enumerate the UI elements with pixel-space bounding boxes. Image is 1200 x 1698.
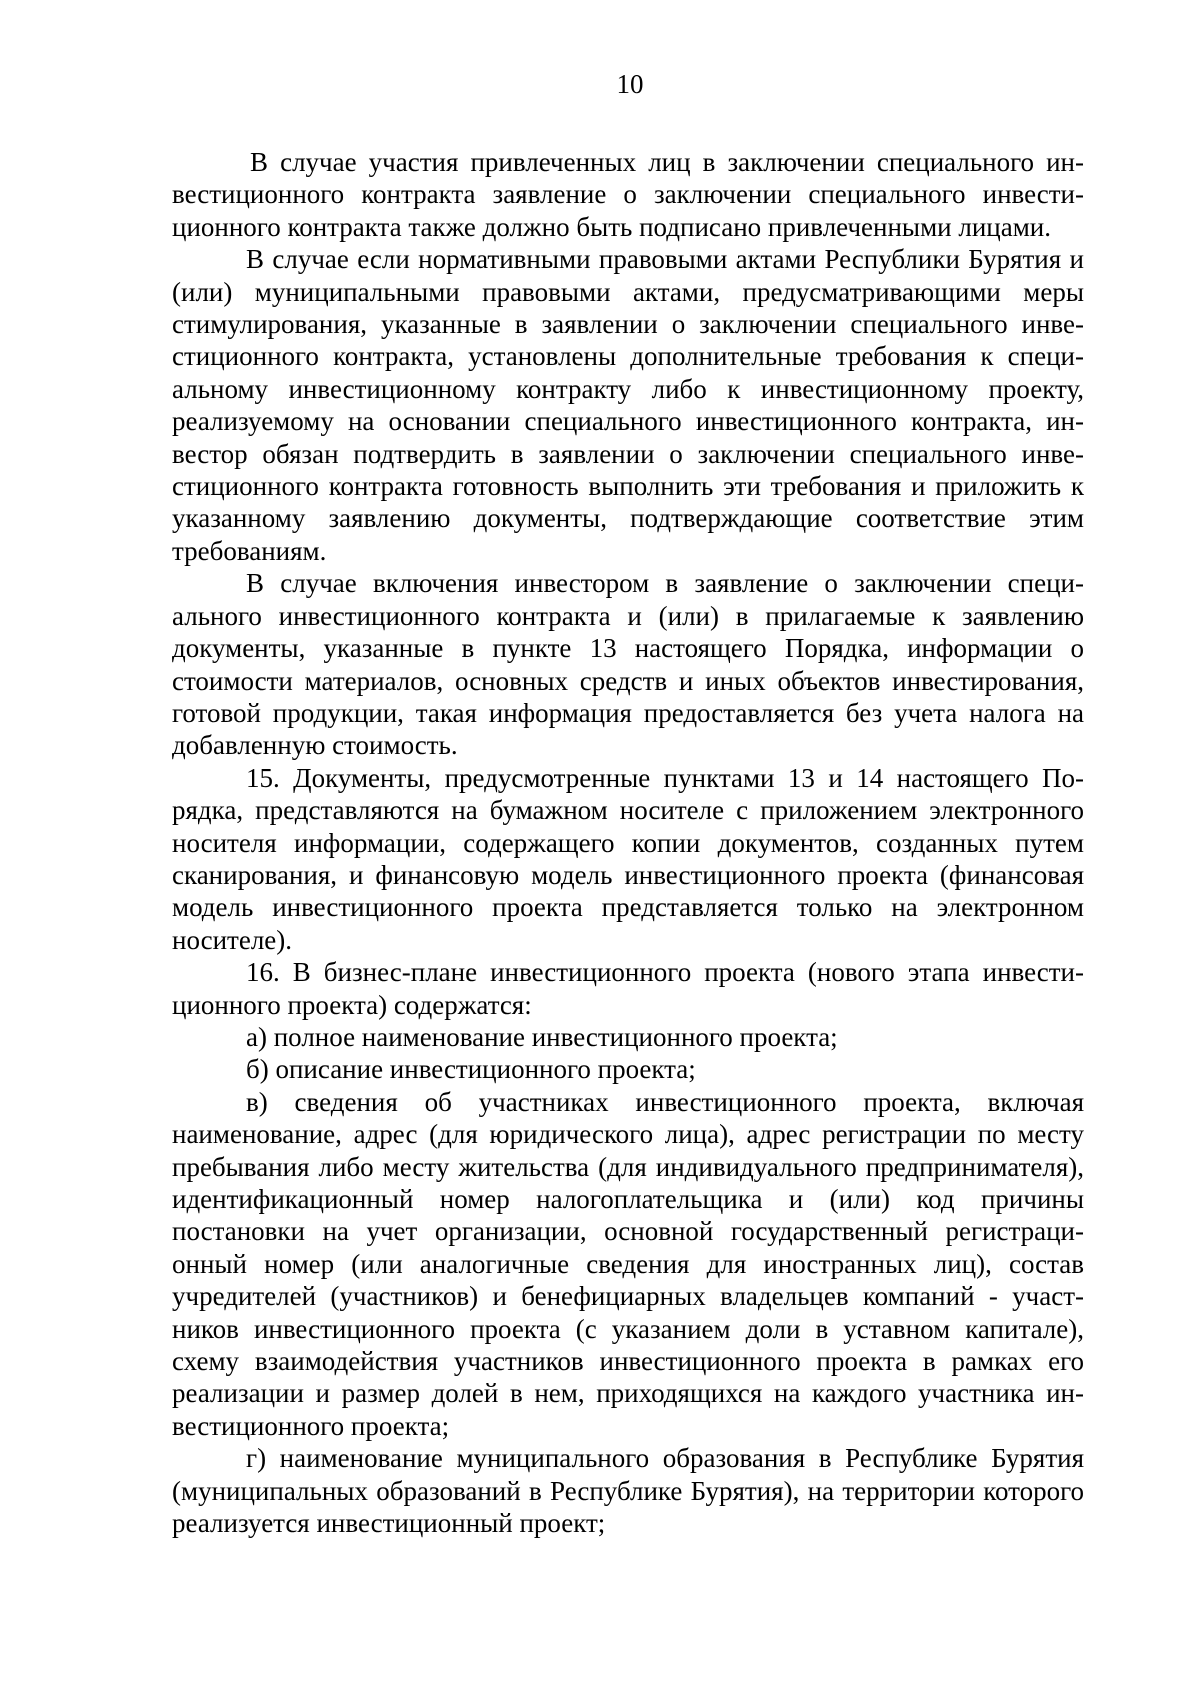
list-item-v-participants-info: в) сведения об участниках инвестиционного проекта, включая наименование, адрес (для юридического лица), адрес регистрации по месту пребывания либо месту жительства (для индивидуального предпринимателя), идентификационный номер налогоплательщика и (или) код причины постановки на учет организации, основной государственный регистрационный номер (или аналогичные сведения для иностранных лиц), состав учредителей (участников) и бенефициарных владельцев компаний - участников инвестиционного проекта (с указанием доли в уставном капитале), схему взаимодействия участников инвестиционного проекта в рамках его реализации и размер долей в нем, приходящихся на каждого участника инвестиционного проекта;: [172, 1086, 1084, 1441]
paragraph-15-documents-submission: 15. Документы, предусмотренные пунктами 13 и 14 настоящего Порядка, представляются на бумажном носителе с приложением электронного носителя информации, содержащего копии документов, созданных путем сканирования, и финансовую модель инвестиционного проекта (финансовая модель инвестиционного проекта представляется только на электронном носителе).: [172, 762, 1084, 955]
paragraph-vat-exclusion: В случае включения инвестором в заявление о заключении специального инвестиционного контракта и (или) в прилагаемые к заявлению документы, указанные в пункте 13 настоящего Порядка, информации о стоимости материалов, основных средств и иных объектов инвестирования, готовой продукции, такая информация предоставляется без учета налога на добавленную стоимость.: [172, 568, 1084, 761]
list-item-g-municipality: г) наименование муниципального образования в Республике Бурятия (муниципальных образований в Республике Бурятия), на территории которого реализуется инвестиционный проект;: [172, 1443, 1084, 1539]
paragraph-attracted-persons-signature: В случае участия привлеченных лиц в заключении специального инвестиционного контракта заявление о заключении специального инвестиционного контракта также должно быть подписано привлеченными лицами.: [172, 147, 1084, 242]
document-body: [172, 146, 1084, 1539]
list-item-b-project-description: б) описание инвестиционного проекта;: [246, 1054, 696, 1085]
paragraph-additional-requirements: В случае если нормативными правовыми актами Республики Бурятия и (или) муниципальными правовыми актами, предусматривающими меры стимулирования, указанные в заявлении о заключении специального инвестиционного контракта, установлены дополнительные требования к специальному инвестиционному контракту либо к инвестиционному проекту, реализуемому на основании специального инвестиционного контракта, инвестор обязан подтвердить в заявлении о заключении специального инвестиционного контракта готовность выполнить эти требования и приложить к указанному заявлению документы, подтверждающие соответствие этим требованиям.: [172, 244, 1084, 566]
page-number: 10: [616, 69, 644, 99]
paragraph-16-business-plan: 16. В бизнес-плане инвестиционного проекта (нового этапа инвестиционного проекта) содержатся:: [172, 957, 1084, 1020]
list-item-a-project-name: а) полное наименование инвестиционного проекта;: [246, 1021, 838, 1052]
